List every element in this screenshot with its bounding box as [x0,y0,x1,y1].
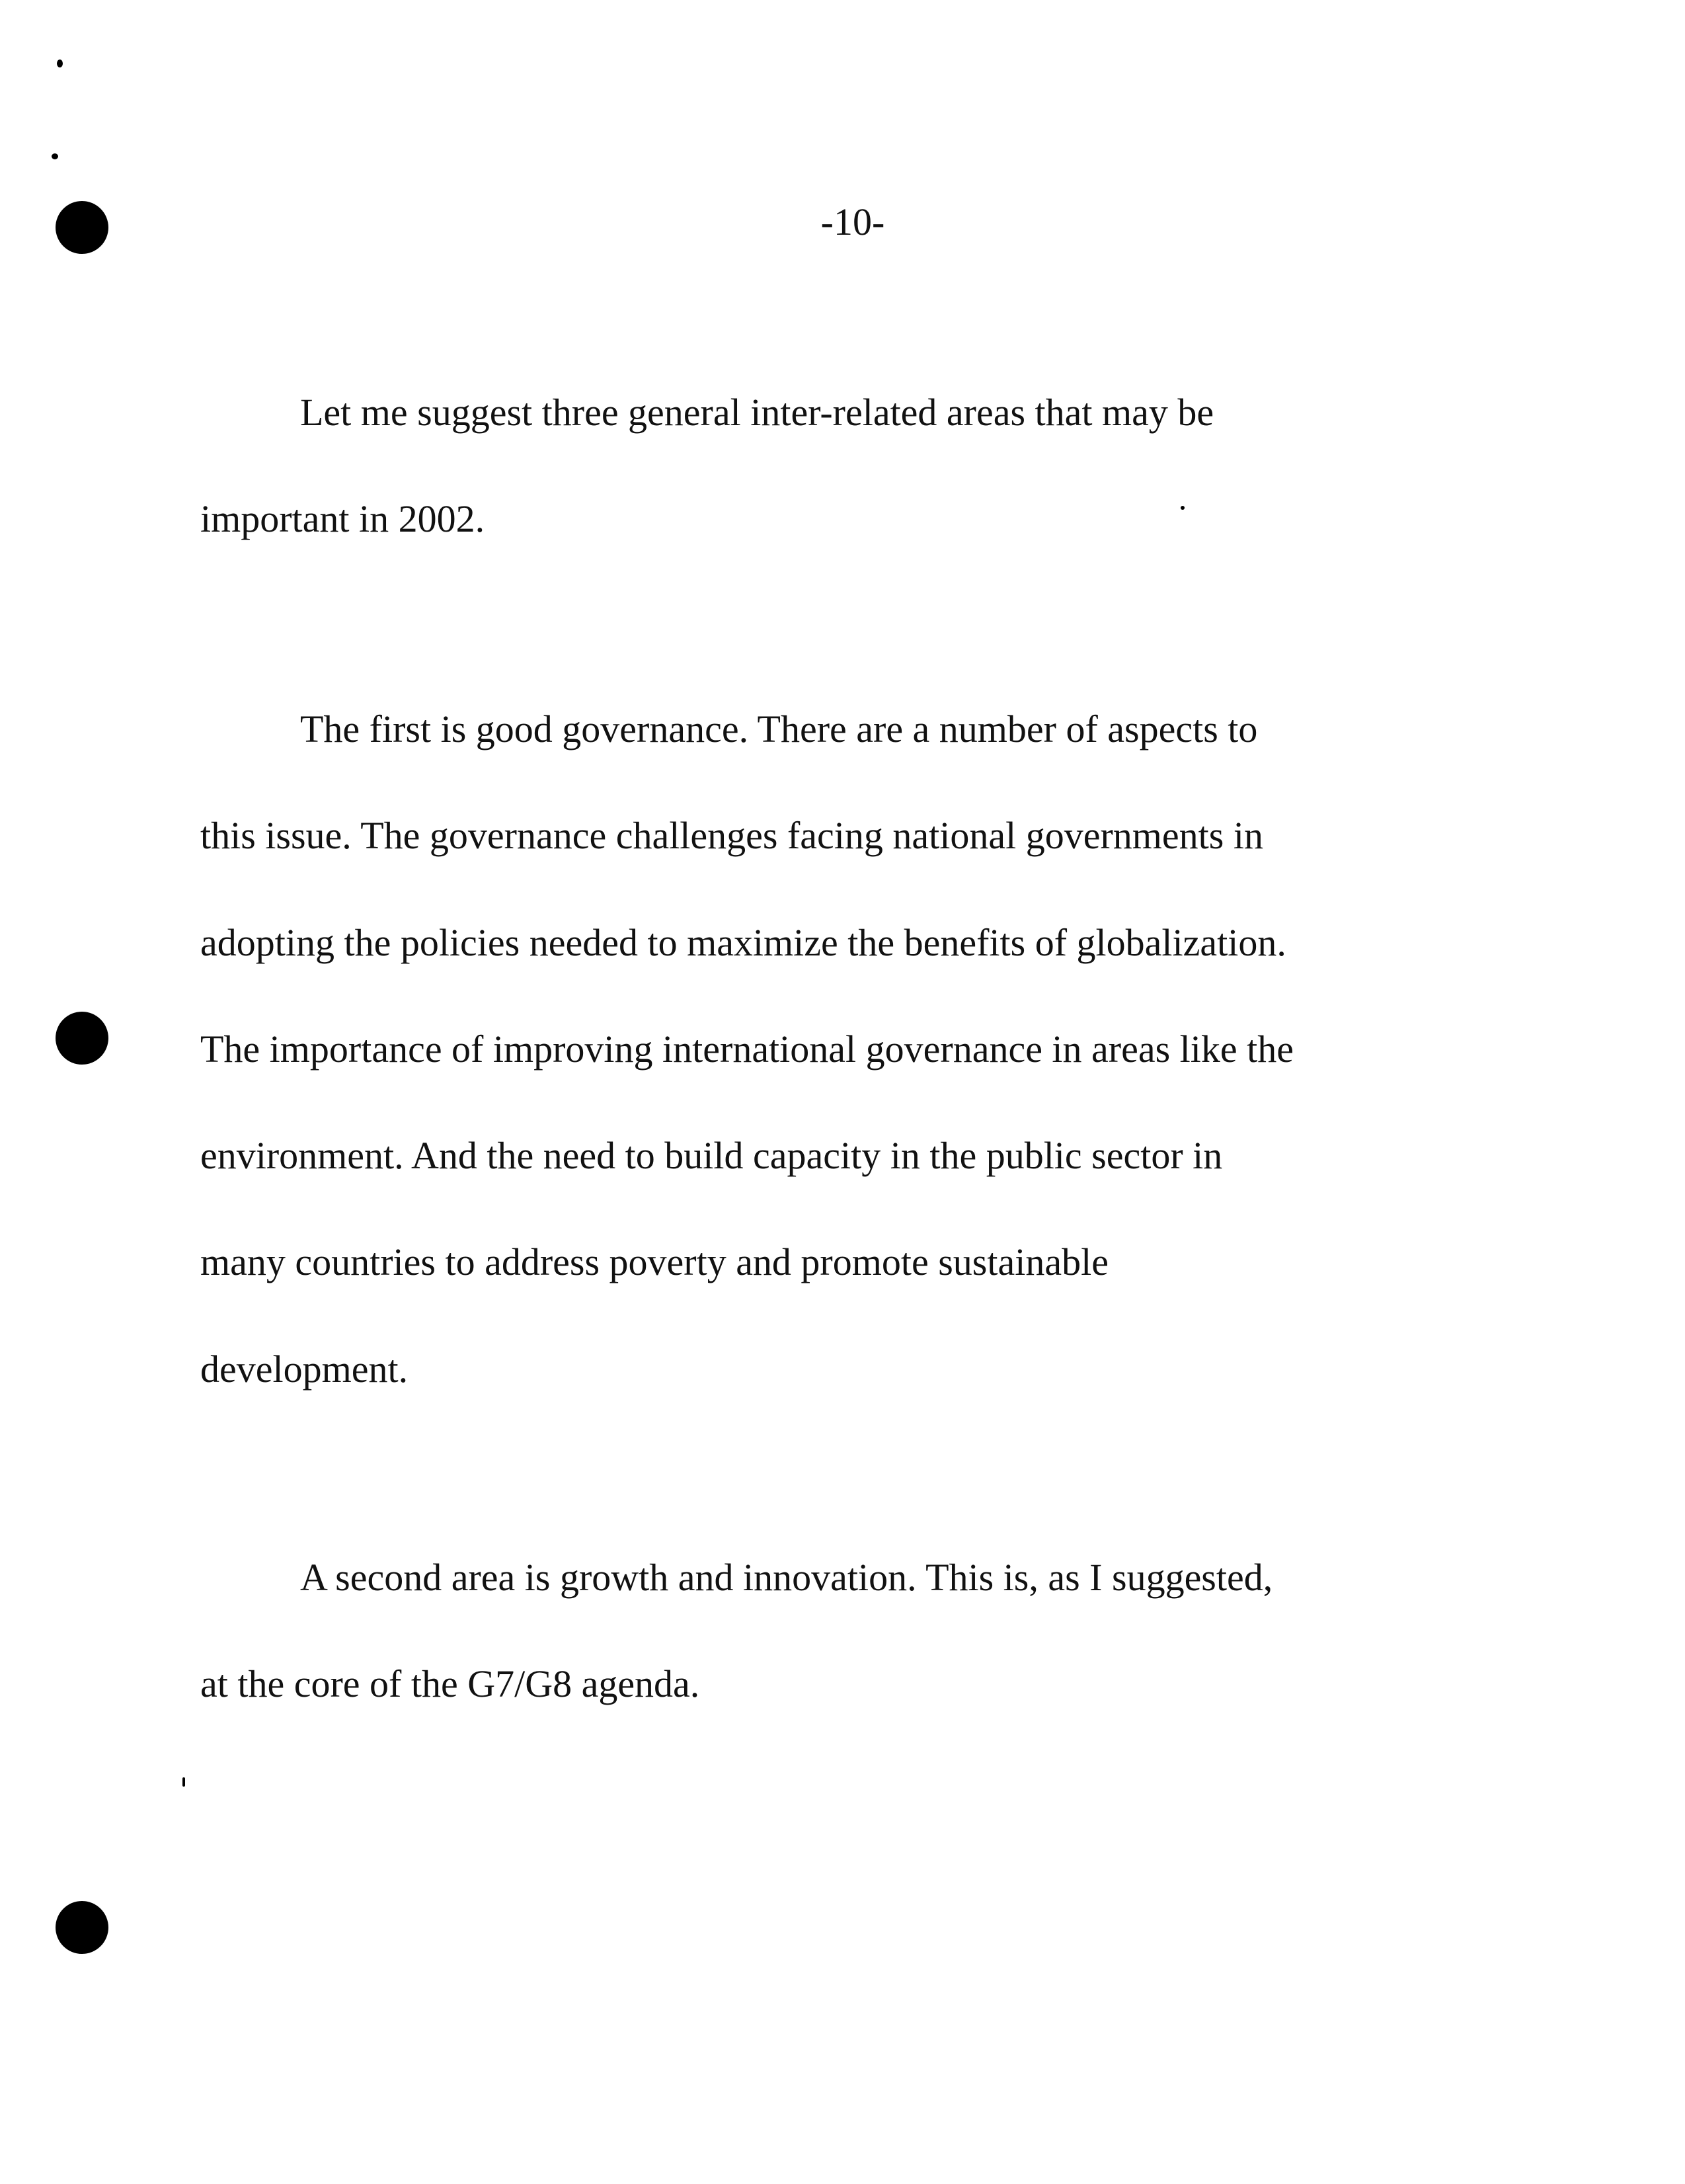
paragraph-line: Let me suggest three general inter-related areas that may be [300,391,1214,434]
scan-speck [182,1777,185,1787]
paragraph-line: environment. And the need to build capacity in the public sector in [200,1134,1223,1178]
paragraph-growth-innovation [200,1524,1496,1738]
paragraph-line: many countries to address poverty and promote sustainable [200,1240,1109,1284]
punch-hole-bottom [56,1901,108,1954]
paragraph-line: important in 2002. [200,497,485,541]
punch-hole-top [56,201,108,254]
paragraph-line: A second area is growth and innovation. This is, as I suggested, [300,1556,1273,1599]
scan-speck [52,153,58,159]
paragraph-good-governance [200,676,1496,1422]
page-number: -10- [820,200,885,243]
paragraph-areas-intro [200,359,1496,573]
paragraph-line: adopting the policies needed to maximize the benefits of globalization. [200,920,1286,964]
paragraph-line: this issue. The governance challenges facing national governments in [200,814,1263,858]
paragraph-line: The first is good governance. There are a number of aspects to [300,708,1258,750]
paragraph-line: at the core of the G7/G8 agenda. [200,1662,700,1706]
paragraph-line: development. [200,1347,409,1391]
paragraph-line: The importance of improving international governance in areas like the [200,1027,1294,1071]
punch-hole-middle [56,1012,108,1065]
scan-speck [57,60,63,67]
